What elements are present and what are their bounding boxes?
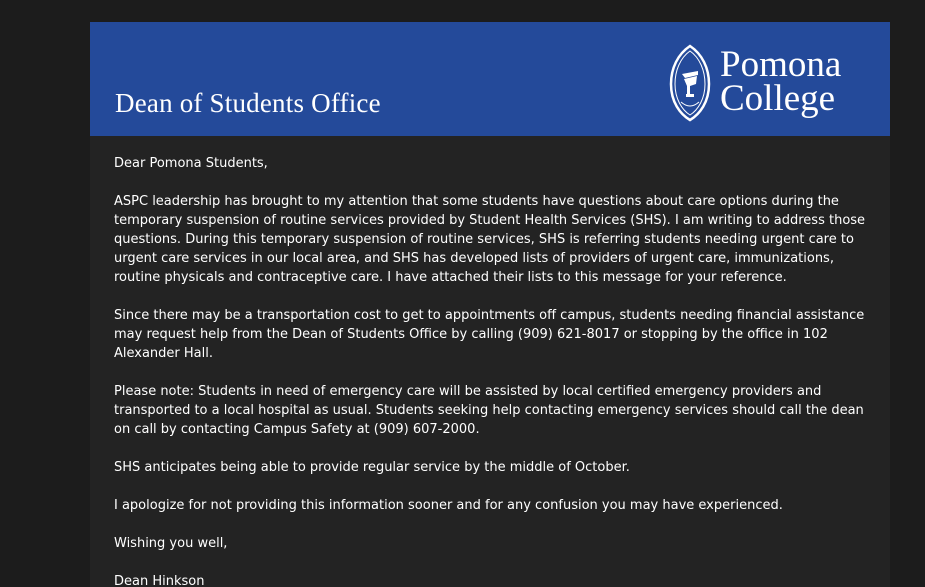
- header-banner: [90, 22, 890, 136]
- logo-wordmark-line1: Pomona: [720, 44, 842, 85]
- logo-wordmark: [720, 44, 842, 119]
- logo-wordmark-line2: College: [720, 78, 836, 119]
- email-body-panel: [90, 22, 890, 587]
- paragraph-emergency-care: Please note: Students in need of emergency care will be assisted by local certified emergency providers and transported to a local hospital as usual. Students seeking help contacting emergency services should call the dean on call by contacting Campus Safety at (909) 607-2000.: [114, 384, 864, 437]
- pomona-college-logo: [668, 44, 868, 124]
- paragraph-financial-assistance: Since there may be a transportation cost to get to appointments off campus, students needing financial assistance may request help from the Dean of Students Office by calling (909) 621-8017 or stopping by the office in 102 Alexander Hall.: [114, 308, 865, 361]
- banner-title: Dean of Students Office: [115, 88, 381, 118]
- paragraph-service-timeline: SHS anticipates being able to provide regular service by the middle of October.: [114, 460, 630, 475]
- message-body: [114, 154, 866, 587]
- closing: Wishing you well,: [114, 536, 228, 551]
- greeting: Dear Pomona Students,: [114, 156, 268, 171]
- paragraph-apology: I apologize for not providing this information sooner and for any confusion you may have experienced.: [114, 498, 783, 513]
- signature: Dean Hinkson: [114, 574, 205, 587]
- paragraph-care-options: ASPC leadership has brought to my attention that some students have questions about care options during the temporary suspension of routine services provided by Student Health Services (SHS). I am writing to address those questions. During this temporary suspension of routine services, SHS is referring students needing urgent care to urgent care services in our local area, and SHS has developed lists of providers of urgent care, immunizations, routine physicals and contraceptive care. I have attached their lists to this message for your reference.: [114, 194, 866, 285]
- pomona-seal-icon: [668, 44, 712, 122]
